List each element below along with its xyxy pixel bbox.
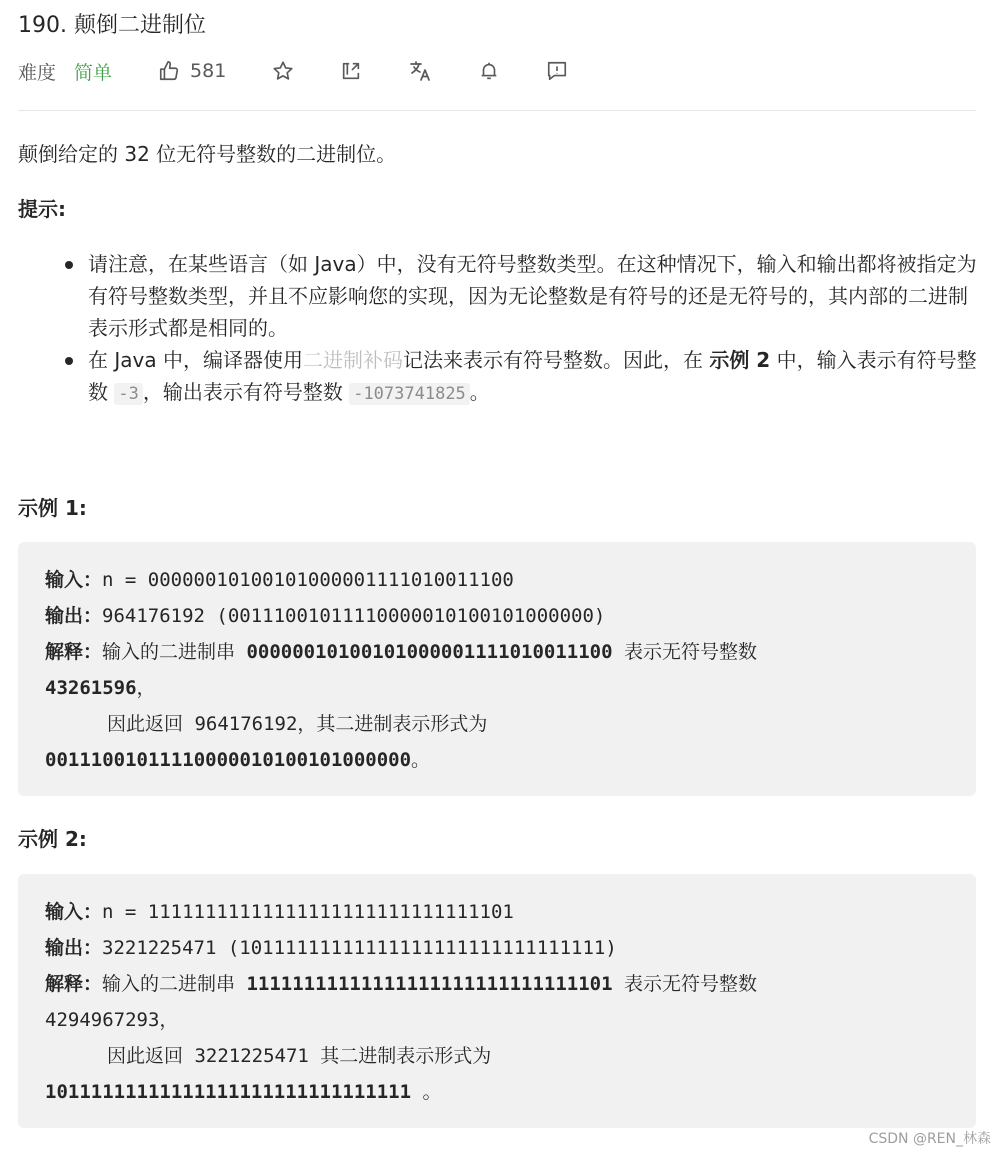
hint-text: ，输出表示有符号整数	[142, 380, 350, 404]
inline-code: -1073741825	[349, 383, 470, 405]
example2-explain-line3	[45, 1038, 976, 1074]
example2-explain-line	[45, 966, 976, 1002]
explain-label: 解释：	[45, 641, 103, 663]
explain-number: 43261596	[45, 677, 137, 699]
hint-text: 在 Java 中，编译器使用	[88, 348, 303, 372]
example2-code-block	[18, 874, 976, 1128]
output-label: 输出：	[45, 937, 103, 959]
hint-item	[88, 248, 983, 344]
difficulty-value: 简单	[74, 61, 113, 84]
example1-explain-line	[45, 634, 976, 670]
explain-text: 因此返回 964176192，其二进制表示形式为	[107, 713, 488, 735]
feedback-icon	[546, 60, 568, 82]
subscribe-button[interactable]	[478, 60, 500, 82]
explain-binary: 00000010100101000001111010011100	[246, 641, 613, 663]
explain-text: 。	[411, 749, 431, 771]
example1-code-block	[18, 542, 976, 796]
output-label: 输出：	[45, 605, 103, 627]
bell-icon	[478, 60, 500, 82]
translate-icon	[408, 59, 432, 83]
star-icon	[272, 60, 294, 82]
explain-text: 输入的二进制串	[102, 973, 247, 995]
explain-text: 输入的二进制串	[102, 641, 247, 663]
explain-text: 因此返回 3221225471 其二进制表示形式为	[107, 1045, 492, 1067]
problem-title: 190. 颠倒二进制位	[18, 13, 206, 38]
explain-text: ，	[136, 677, 156, 699]
example1-output-line	[45, 598, 976, 634]
example1-explain-line3	[45, 706, 976, 742]
hint-item	[88, 344, 983, 410]
hint-list	[88, 248, 983, 410]
output-value: 3221225471 (10111111111111111111111111111111)	[102, 937, 617, 959]
share-icon	[340, 60, 362, 82]
twos-complement-link[interactable]: 二进制补码	[302, 348, 403, 372]
hint-text: 。	[469, 380, 490, 404]
example2-input-line	[45, 894, 976, 930]
input-label: 输入：	[45, 901, 103, 923]
example2-output-line	[45, 930, 976, 966]
hint-text: 记法来表示有符号整数。因此，在	[402, 348, 710, 372]
input-value: n = 00000010100101000001111010011100	[102, 569, 514, 591]
example2-explain-line2	[45, 1002, 976, 1038]
hint-text: 请注意，在某些语言（如 Java）中，没有无符号整数类型。在这种情况下，输入和输出都将被指定为有符号整数类型，并且不应影响您的实现，因为无论整数是有符号的还是无符号的，其内部的二进制表示形式都是相同的。	[88, 252, 977, 340]
feedback-button[interactable]	[546, 60, 568, 82]
explain-label: 解释：	[45, 973, 103, 995]
output-value: 964176192 (00111001011110000010100101000000)	[102, 605, 606, 627]
problem-meta-bar	[18, 56, 568, 86]
input-label: 输入：	[45, 569, 103, 591]
like-count: 581	[190, 60, 227, 82]
input-value: n = 11111111111111111111111111111101	[102, 901, 514, 923]
explain-text: 表示无符号整数	[612, 973, 757, 995]
example2-title: 示例 2:	[18, 827, 87, 851]
hint-text: 中，输入表示有符号整数	[88, 348, 977, 404]
inline-code: -3	[114, 383, 142, 405]
explain-binary: 10111111111111111111111111111111	[45, 1081, 412, 1103]
thumbs-up-icon	[158, 60, 180, 82]
example1-explain-line4	[45, 742, 976, 778]
explain-binary: 00111001011110000010100101000000	[45, 749, 412, 771]
explain-text: 表示无符号整数	[612, 641, 757, 663]
hint-title: 提示:	[18, 197, 66, 221]
header-divider	[18, 110, 976, 111]
share-button[interactable]	[340, 60, 362, 82]
translate-button[interactable]	[408, 59, 432, 83]
explain-text: 。	[411, 1081, 442, 1103]
example-reference: 示例 2	[709, 348, 771, 372]
like-button[interactable]	[158, 60, 272, 82]
example1-input-line	[45, 562, 976, 598]
example1-explain-line2	[45, 670, 976, 706]
explain-text: 4294967293，	[45, 1009, 179, 1031]
watermark: CSDN @REN_林森	[868, 1131, 991, 1147]
explain-binary: 11111111111111111111111111111101	[246, 973, 613, 995]
favorite-button[interactable]	[272, 60, 294, 82]
difficulty-label: 难度	[18, 61, 57, 84]
example1-title: 示例 1:	[18, 496, 87, 520]
example2-explain-line4	[45, 1074, 976, 1110]
problem-description: 颠倒给定的 32 位无符号整数的二进制位。	[18, 142, 397, 166]
